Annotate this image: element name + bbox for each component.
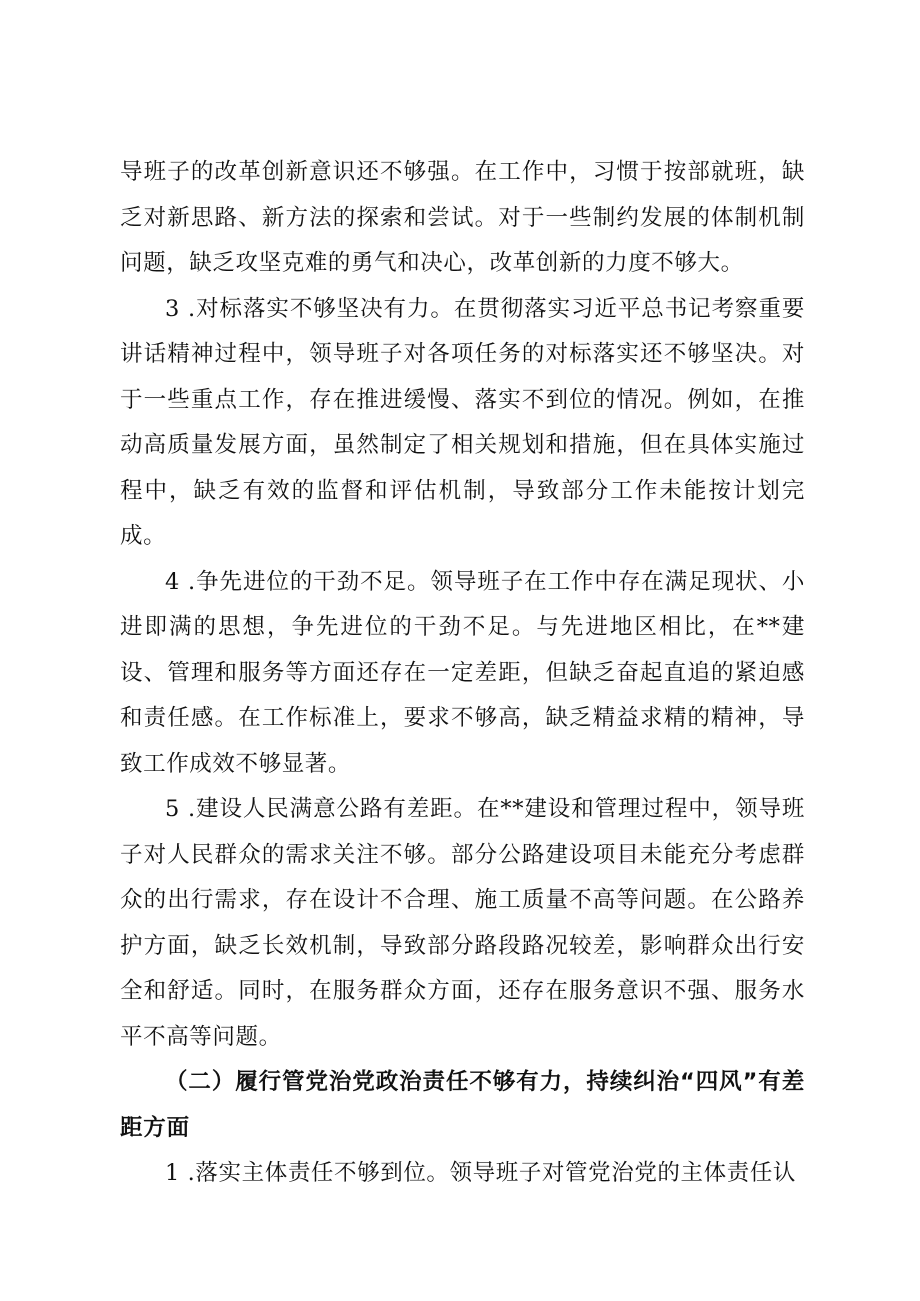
paragraph-item-1-responsibility: 1 .落实主体责任不够到位。领导班子对管党治党的主体责任认 xyxy=(165,1160,797,1186)
paragraph-reform-innovation: 导班子的改革创新意识还不够强。在工作中，习惯于按部就班，缺乏对新思路、新方法的探索和尝试。对于一些制约发展的体制机制问题，缺乏攻坚克难的勇气和决心，改革创新的力度不够大。 xyxy=(120,159,805,276)
document-body xyxy=(120,150,805,1197)
paragraph-item-3-benchmarking: 3 .对标落实不够坚决有力。在贯彻落实习近平总书记考察重要讲话精神过程中，领导班子对各项任务的对标落实还不够坚决。对于一些重点工作，存在推进缓慢、落实不到位的情况。例如，在推动高质量发展方面，虽然制定了相关规划和措施，但在具体实施过程中，缺乏有效的监督和评估机制，导致部分工作未能按计划完成。 xyxy=(120,295,805,549)
section-heading-2: （二）履行管党治党政治责任不够有力，持续纠治“四风”有差距方面 xyxy=(120,1069,805,1141)
paragraph-item-5-roads: 5 .建设人民满意公路有差距。在**建设和管理过程中，领导班子对人民群众的需求关注不够。部分公路建设项目未能充分考虑群众的出行需求，存在设计不合理、施工质量不高等问题。在公路养护方面，缺乏长效机制，导致部分路段路况较差，影响群众出行安全和舒适。同时，在服务群众方面，还存在服务意识不强、服务水平不高等问题。 xyxy=(120,796,805,1050)
paragraph-item-4-striving: 4 .争先进位的干劲不足。领导班子在工作中存在满足现状、小进即满的思想，争先进位的干劲不足。与先进地区相比，在**建设、管理和服务等方面还存在一定差距，但缺乏奋起直追的紧迫感和责任感。在工作标准上，要求不够高，缺乏精益求精的精神，导致工作成效不够显著。 xyxy=(120,568,805,777)
